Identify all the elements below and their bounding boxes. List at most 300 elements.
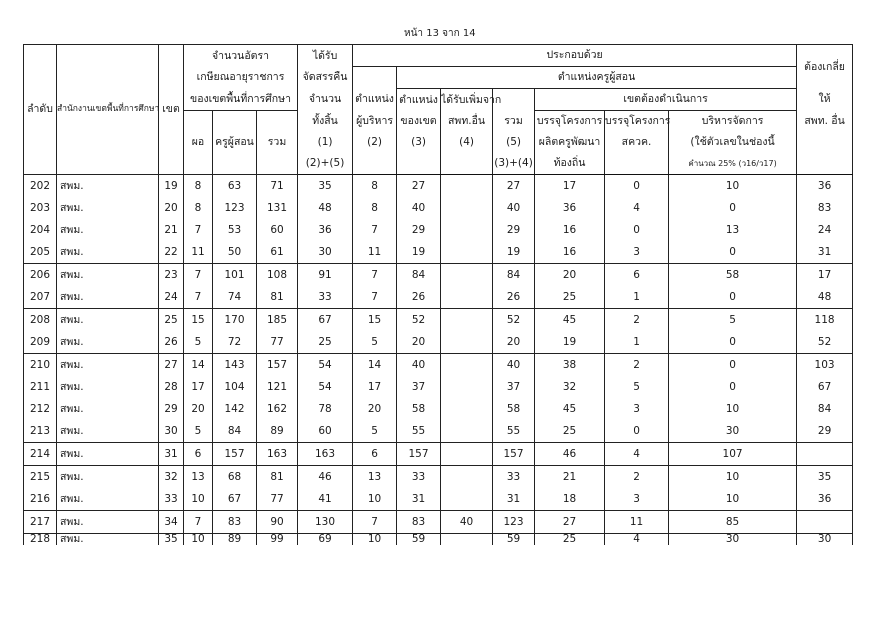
cell-retire-director: 7 xyxy=(184,264,213,287)
cell-manage: 107 xyxy=(669,443,797,466)
cell-own-pos: 31 xyxy=(397,488,441,511)
cell-local-teacher: 45 xyxy=(535,309,605,332)
cell-retire-total: 81 xyxy=(257,466,298,489)
cell-retire-total: 121 xyxy=(257,376,298,398)
cell-sum-pos: 26 xyxy=(493,286,535,309)
cell-retire-total: 71 xyxy=(257,175,298,198)
cell-admin-pos: 8 xyxy=(353,197,397,219)
cell-allocated: 67 xyxy=(298,309,353,332)
cell-retire-director: 6 xyxy=(184,443,213,466)
cell-retire-director: 7 xyxy=(184,219,213,241)
header-share-spacer-a xyxy=(797,132,853,153)
cell-retire-total: 131 xyxy=(257,197,298,219)
cell-order: 213 xyxy=(24,420,57,443)
cell-admin-pos: 10 xyxy=(353,534,397,546)
cell-allocated: 130 xyxy=(298,511,353,534)
cell-local-teacher: 38 xyxy=(535,354,605,377)
cell-admin-pos: 20 xyxy=(353,398,397,420)
cell-sum-pos: 33 xyxy=(493,466,535,489)
cell-zone: 30 xyxy=(159,420,184,443)
cell-local-teacher: 16 xyxy=(535,219,605,241)
cell-oec: 0 xyxy=(605,175,669,198)
header-allocated-1: ได้รับ xyxy=(298,45,353,67)
cell-retire-total: 77 xyxy=(257,331,298,354)
table-header xyxy=(24,45,853,175)
cell-retire-director: 8 xyxy=(184,175,213,198)
cell-sum-pos: 40 xyxy=(493,354,535,377)
cell-share: 118 xyxy=(797,309,853,332)
cell-extra-pos xyxy=(441,420,493,443)
cell-manage: 85 xyxy=(669,511,797,534)
cell-retire-teacher: 101 xyxy=(213,264,257,287)
cell-manage: 0 xyxy=(669,197,797,219)
header-retire-2: เกษียณอายุราชการ xyxy=(184,67,298,89)
cell-zone: 19 xyxy=(159,175,184,198)
cell-oec: 4 xyxy=(605,197,669,219)
header-retire-director: ผอ xyxy=(184,111,213,175)
cell-extra-pos xyxy=(441,534,493,546)
table-row xyxy=(24,511,853,534)
cell-agency: สพม. xyxy=(57,197,159,219)
cell-order: 205 xyxy=(24,241,57,264)
cell-manage: 58 xyxy=(669,264,797,287)
cell-share xyxy=(797,443,853,466)
cell-local-teacher: 25 xyxy=(535,534,605,546)
cell-retire-director: 10 xyxy=(184,488,213,511)
header-manage-3: คำนวณ 25% (ว16/ว17) xyxy=(669,153,797,175)
cell-own-pos: 55 xyxy=(397,420,441,443)
cell-sum-pos: 31 xyxy=(493,488,535,511)
cell-share: 83 xyxy=(797,197,853,219)
cell-extra-pos xyxy=(441,398,493,420)
cell-local-teacher: 25 xyxy=(535,420,605,443)
header-oec-spacer-b xyxy=(605,153,669,175)
table-row xyxy=(24,264,853,287)
cell-retire-total: 163 xyxy=(257,443,298,466)
cell-sum-pos: 20 xyxy=(493,331,535,354)
table-body xyxy=(24,175,853,546)
cell-agency: สพม. xyxy=(57,286,159,309)
cell-order: 211 xyxy=(24,376,57,398)
cell-oec: 5 xyxy=(605,376,669,398)
table-row xyxy=(24,309,853,332)
cell-own-pos: 58 xyxy=(397,398,441,420)
header-extra-2: สพท.อื่น xyxy=(441,111,493,133)
cell-order: 210 xyxy=(24,354,57,377)
cell-agency: สพม. xyxy=(57,420,159,443)
cell-share: 31 xyxy=(797,241,853,264)
header-share-1: ต้องเกลี่ย xyxy=(797,45,853,89)
page-number: หน้า 13 จาก 14 xyxy=(404,28,476,39)
cell-agency: สพม. xyxy=(57,175,159,198)
cell-order: 209 xyxy=(24,331,57,354)
cell-order: 208 xyxy=(24,309,57,332)
cell-extra-pos xyxy=(441,309,493,332)
cell-agency: สพม. xyxy=(57,534,159,546)
cell-retire-director: 11 xyxy=(184,241,213,264)
cell-share: 52 xyxy=(797,331,853,354)
header-own-3: (3) xyxy=(397,132,441,153)
cell-admin-pos: 6 xyxy=(353,443,397,466)
header-local-2: ผลิตครูพัฒนา xyxy=(535,132,605,153)
table-row xyxy=(24,241,853,264)
cell-retire-teacher: 142 xyxy=(213,398,257,420)
cell-order: 216 xyxy=(24,488,57,511)
cell-retire-total: 61 xyxy=(257,241,298,264)
table-row xyxy=(24,376,853,398)
cell-oec: 2 xyxy=(605,354,669,377)
cell-extra-pos xyxy=(441,443,493,466)
cell-admin-pos: 7 xyxy=(353,219,397,241)
cell-extra-pos xyxy=(441,376,493,398)
cell-share: 29 xyxy=(797,420,853,443)
cell-admin-pos: 7 xyxy=(353,511,397,534)
cell-local-teacher: 36 xyxy=(535,197,605,219)
cell-own-pos: 40 xyxy=(397,197,441,219)
cell-extra-pos xyxy=(441,219,493,241)
cell-share xyxy=(797,511,853,534)
cell-retire-total: 99 xyxy=(257,534,298,546)
cell-share: 48 xyxy=(797,286,853,309)
cell-oec: 0 xyxy=(605,420,669,443)
cell-share: 30 xyxy=(797,534,853,546)
table-row xyxy=(24,197,853,219)
header-sum-3: (3)+(4) xyxy=(493,153,535,175)
cell-retire-director: 8 xyxy=(184,197,213,219)
cell-allocated: 46 xyxy=(298,466,353,489)
cell-zone: 20 xyxy=(159,197,184,219)
cell-extra-pos xyxy=(441,286,493,309)
cell-admin-pos: 7 xyxy=(353,264,397,287)
cell-admin-pos: 11 xyxy=(353,241,397,264)
cell-zone: 25 xyxy=(159,309,184,332)
cell-zone: 34 xyxy=(159,511,184,534)
cell-extra-pos xyxy=(441,175,493,198)
cell-retire-director: 10 xyxy=(184,534,213,546)
cell-agency: สพม. xyxy=(57,511,159,534)
cell-manage: 0 xyxy=(669,376,797,398)
header-must-do: เขตต้องดำเนินการ xyxy=(535,89,797,111)
cell-retire-director: 5 xyxy=(184,331,213,354)
cell-agency: สพม. xyxy=(57,443,159,466)
header-allocated-2: จัดสรรคืน xyxy=(298,67,353,89)
table-row xyxy=(24,420,853,443)
cell-allocated: 30 xyxy=(298,241,353,264)
cell-local-teacher: 45 xyxy=(535,398,605,420)
cell-sum-pos: 157 xyxy=(493,443,535,466)
cell-oec: 1 xyxy=(605,286,669,309)
header-allocated-3: จำนวน xyxy=(298,89,353,111)
cell-local-teacher: 18 xyxy=(535,488,605,511)
cell-retire-teacher: 50 xyxy=(213,241,257,264)
cell-share: 67 xyxy=(797,376,853,398)
header-retire-teacher: ครูผู้สอน xyxy=(213,111,257,175)
cell-order: 218 xyxy=(24,534,57,546)
cell-sum-pos: 37 xyxy=(493,376,535,398)
cell-retire-director: 15 xyxy=(184,309,213,332)
cell-allocated: 91 xyxy=(298,264,353,287)
cell-sum-pos: 29 xyxy=(493,219,535,241)
cell-own-pos: 84 xyxy=(397,264,441,287)
cell-manage: 10 xyxy=(669,398,797,420)
cell-zone: 29 xyxy=(159,398,184,420)
cell-oec: 3 xyxy=(605,241,669,264)
cell-zone: 35 xyxy=(159,534,184,546)
cell-own-pos: 26 xyxy=(397,286,441,309)
header-share-2: ให้ xyxy=(797,89,853,111)
cell-allocated: 41 xyxy=(298,488,353,511)
cell-sum-pos: 59 xyxy=(493,534,535,546)
cell-oec: 1 xyxy=(605,331,669,354)
header-consists-of: ประกอบด้วย xyxy=(353,45,797,67)
cell-oec: 0 xyxy=(605,219,669,241)
cell-order: 214 xyxy=(24,443,57,466)
cell-admin-pos: 5 xyxy=(353,331,397,354)
cell-oec: 3 xyxy=(605,488,669,511)
cell-order: 212 xyxy=(24,398,57,420)
cell-zone: 31 xyxy=(159,443,184,466)
cell-zone: 24 xyxy=(159,286,184,309)
cell-own-pos: 157 xyxy=(397,443,441,466)
cell-local-teacher: 20 xyxy=(535,264,605,287)
allocation-table xyxy=(23,44,853,545)
cell-retire-director: 14 xyxy=(184,354,213,377)
cell-admin-pos: 15 xyxy=(353,309,397,332)
cell-order: 202 xyxy=(24,175,57,198)
cell-retire-teacher: 63 xyxy=(213,175,257,198)
cell-order: 217 xyxy=(24,511,57,534)
cell-allocated: 163 xyxy=(298,443,353,466)
table-row xyxy=(24,534,853,546)
cell-manage: 30 xyxy=(669,534,797,546)
cell-manage: 13 xyxy=(669,219,797,241)
cell-retire-teacher: 123 xyxy=(213,197,257,219)
cell-retire-teacher: 89 xyxy=(213,534,257,546)
header-extra-3: (4) xyxy=(441,132,493,153)
header-local-3: ท้องถิ่น xyxy=(535,153,605,175)
cell-zone: 23 xyxy=(159,264,184,287)
cell-sum-pos: 58 xyxy=(493,398,535,420)
cell-manage: 0 xyxy=(669,354,797,377)
header-retire-3: ของเขตพื้นที่การศึกษา xyxy=(184,89,298,111)
header-oec-1: บรรจุโครงการ xyxy=(605,111,669,133)
cell-local-teacher: 46 xyxy=(535,443,605,466)
cell-admin-pos: 10 xyxy=(353,488,397,511)
cell-sum-pos: 52 xyxy=(493,309,535,332)
cell-agency: สพม. xyxy=(57,241,159,264)
cell-retire-total: 90 xyxy=(257,511,298,534)
table-row xyxy=(24,219,853,241)
cell-oec: 4 xyxy=(605,534,669,546)
cell-retire-director: 17 xyxy=(184,376,213,398)
cell-allocated: 78 xyxy=(298,398,353,420)
cell-extra-pos xyxy=(441,354,493,377)
cell-order: 206 xyxy=(24,264,57,287)
cell-retire-total: 60 xyxy=(257,219,298,241)
cell-agency: สพม. xyxy=(57,264,159,287)
cell-zone: 22 xyxy=(159,241,184,264)
cell-admin-pos: 13 xyxy=(353,466,397,489)
header-extra-spacer-b xyxy=(441,153,493,175)
cell-retire-teacher: 84 xyxy=(213,420,257,443)
cell-own-pos: 27 xyxy=(397,175,441,198)
cell-agency: สพม. xyxy=(57,466,159,489)
cell-allocated: 25 xyxy=(298,331,353,354)
header-sum-1: รวม xyxy=(493,111,535,133)
cell-own-pos: 52 xyxy=(397,309,441,332)
cell-retire-total: 162 xyxy=(257,398,298,420)
cell-agency: สพม. xyxy=(57,219,159,241)
cell-oec: 6 xyxy=(605,264,669,287)
cell-admin-pos: 5 xyxy=(353,420,397,443)
cell-admin-pos: 8 xyxy=(353,175,397,198)
header-manage-1: บริหารจัดการ xyxy=(669,111,797,133)
table-row xyxy=(24,466,853,489)
cell-manage: 10 xyxy=(669,466,797,489)
header-agency: สำนักงานเขตพื้นที่การศึกษา xyxy=(57,45,159,175)
cell-retire-total: 77 xyxy=(257,488,298,511)
cell-extra-pos: 40 xyxy=(441,511,493,534)
cell-retire-teacher: 143 xyxy=(213,354,257,377)
cell-zone: 26 xyxy=(159,331,184,354)
header-share-spacer-b xyxy=(797,153,853,175)
table-row xyxy=(24,398,853,420)
cell-own-pos: 59 xyxy=(397,534,441,546)
cell-zone: 21 xyxy=(159,219,184,241)
cell-agency: สพม. xyxy=(57,398,159,420)
cell-share: 24 xyxy=(797,219,853,241)
cell-local-teacher: 32 xyxy=(535,376,605,398)
cell-retire-total: 89 xyxy=(257,420,298,443)
cell-retire-teacher: 72 xyxy=(213,331,257,354)
header-manage-2: (ใช้ตัวเลขในช่องนี้ xyxy=(669,132,797,153)
cell-sum-pos: 40 xyxy=(493,197,535,219)
cell-allocated: 48 xyxy=(298,197,353,219)
cell-oec: 4 xyxy=(605,443,669,466)
cell-own-pos: 40 xyxy=(397,354,441,377)
header-order: ลำดับ xyxy=(24,45,57,175)
cell-oec: 3 xyxy=(605,398,669,420)
cell-share: 36 xyxy=(797,488,853,511)
header-own-2: ของเขต xyxy=(397,111,441,133)
cell-own-pos: 83 xyxy=(397,511,441,534)
cell-share: 84 xyxy=(797,398,853,420)
cell-extra-pos xyxy=(441,264,493,287)
cell-retire-teacher: 104 xyxy=(213,376,257,398)
header-admin-spacer xyxy=(353,67,397,89)
cell-sum-pos: 27 xyxy=(493,175,535,198)
cell-order: 203 xyxy=(24,197,57,219)
cell-admin-pos: 7 xyxy=(353,286,397,309)
cell-manage: 30 xyxy=(669,420,797,443)
header-sum-2: (5) xyxy=(493,132,535,153)
header-admin-2: ผู้บริหาร xyxy=(353,111,397,133)
cell-own-pos: 29 xyxy=(397,219,441,241)
header-allocated-5: (1) xyxy=(298,132,353,153)
header-own-1: ตำแหน่ง xyxy=(397,89,441,111)
cell-local-teacher: 19 xyxy=(535,331,605,354)
cell-retire-total: 81 xyxy=(257,286,298,309)
table-row xyxy=(24,443,853,466)
cell-allocated: 54 xyxy=(298,376,353,398)
table-row xyxy=(24,286,853,309)
table-row xyxy=(24,331,853,354)
cell-admin-pos: 17 xyxy=(353,376,397,398)
cell-manage: 5 xyxy=(669,309,797,332)
header-extra-1: ได้รับเพิ่มจาก xyxy=(441,89,493,111)
cell-retire-total: 185 xyxy=(257,309,298,332)
cell-manage: 10 xyxy=(669,175,797,198)
header-admin-3: (2) xyxy=(353,132,397,153)
cell-allocated: 69 xyxy=(298,534,353,546)
table-row xyxy=(24,354,853,377)
header-oec-2: สควค. xyxy=(605,132,669,153)
cell-retire-teacher: 170 xyxy=(213,309,257,332)
cell-retire-director: 7 xyxy=(184,511,213,534)
header-retire-1: จำนวนอัตรา xyxy=(184,45,298,67)
header-local-1: บรรจุโครงการ xyxy=(535,111,605,133)
cell-order: 215 xyxy=(24,466,57,489)
table-row xyxy=(24,175,853,198)
header-admin-1: ตำแหน่ง xyxy=(353,89,397,111)
header-share-3: สพท. อื่น xyxy=(797,111,853,133)
cell-sum-pos: 84 xyxy=(493,264,535,287)
cell-manage: 10 xyxy=(669,488,797,511)
cell-allocated: 54 xyxy=(298,354,353,377)
cell-retire-total: 157 xyxy=(257,354,298,377)
cell-retire-teacher: 157 xyxy=(213,443,257,466)
cell-manage: 0 xyxy=(669,241,797,264)
cell-retire-teacher: 68 xyxy=(213,466,257,489)
cell-admin-pos: 14 xyxy=(353,354,397,377)
cell-extra-pos xyxy=(441,331,493,354)
cell-zone: 33 xyxy=(159,488,184,511)
cell-order: 207 xyxy=(24,286,57,309)
cell-own-pos: 37 xyxy=(397,376,441,398)
cell-own-pos: 19 xyxy=(397,241,441,264)
table-row xyxy=(24,488,853,511)
cell-sum-pos: 55 xyxy=(493,420,535,443)
cell-extra-pos xyxy=(441,197,493,219)
cell-share: 35 xyxy=(797,466,853,489)
cell-allocated: 35 xyxy=(298,175,353,198)
cell-own-pos: 33 xyxy=(397,466,441,489)
cell-agency: สพม. xyxy=(57,354,159,377)
cell-extra-pos xyxy=(441,241,493,264)
cell-oec: 2 xyxy=(605,309,669,332)
header-own-spacer-b xyxy=(397,153,441,175)
cell-allocated: 36 xyxy=(298,219,353,241)
cell-local-teacher: 17 xyxy=(535,175,605,198)
cell-zone: 32 xyxy=(159,466,184,489)
cell-oec: 2 xyxy=(605,466,669,489)
cell-local-teacher: 27 xyxy=(535,511,605,534)
header-admin-spacer-b xyxy=(353,153,397,175)
cell-extra-pos xyxy=(441,488,493,511)
cell-zone: 28 xyxy=(159,376,184,398)
cell-share: 36 xyxy=(797,175,853,198)
cell-zone: 27 xyxy=(159,354,184,377)
header-retire-total: รวม xyxy=(257,111,298,175)
cell-agency: สพม. xyxy=(57,309,159,332)
cell-local-teacher: 25 xyxy=(535,286,605,309)
cell-share: 17 xyxy=(797,264,853,287)
cell-retire-teacher: 53 xyxy=(213,219,257,241)
cell-manage: 0 xyxy=(669,331,797,354)
cell-retire-director: 5 xyxy=(184,420,213,443)
cell-allocated: 60 xyxy=(298,420,353,443)
cell-sum-pos: 19 xyxy=(493,241,535,264)
